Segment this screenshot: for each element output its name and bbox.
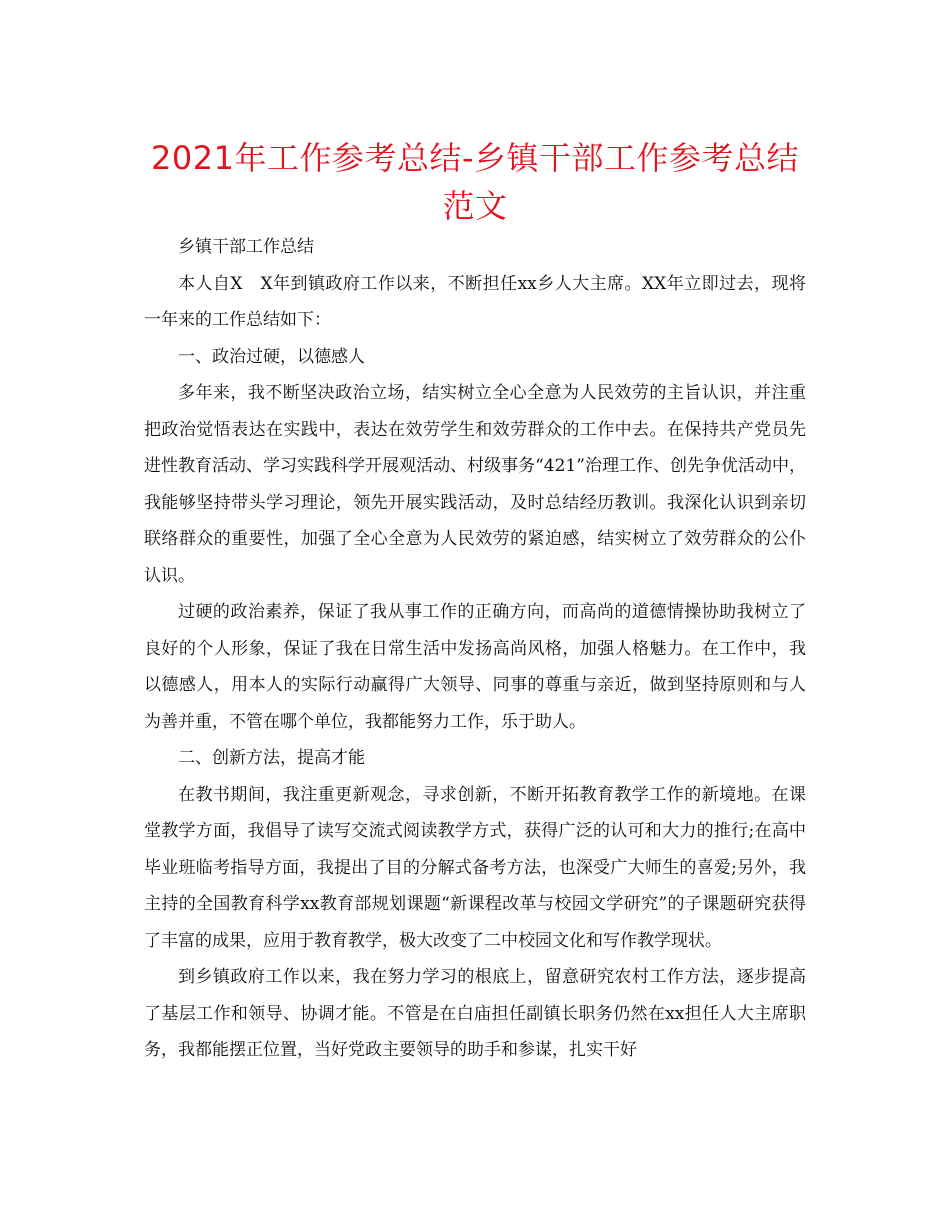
paragraph: 到乡镇政府工作以来，我在努力学习的根底上，留意研究农村工作方法，逐步提高了基层工作和领导、协调才能。不管是在白庙担任副镇长职务仍然在xx担任人大主席职务，我都能摆正位置，当好党政主要领导的助手和参谋，扎实干好 [144,967,806,1060]
document-body [144,229,806,1069]
document-title: 2021年工作参考总结-乡镇干部工作参考总结范文 [151,139,799,225]
section-heading-2: 二、创新方法，提高才能 [178,748,365,768]
paragraph: 多年来，我不断坚决政治立场，结实树立全心全意为人民效劳的主旨认识，并注重把政治觉悟表达在实践中，表达在效劳学生和效劳群众的工作中去。在保持共产党员先进性教育活动、学习实践科学开展观活动、村级事务“421”治理工作、创先争优活动中，我能够坚持带头学习理论，领先开展实践活动，及时总结经历教训。我深化认识到亲切联络群众的重要性，加强了全心全意为人民效劳的紧迫感，结实树立了效劳群众的公仆认识。 [144,383,806,586]
paragraph: 在教书期间，我注重更新观念，寻求创新，不断开拓教育教学工作的新境地。在课堂教学方面，我倡导了读写交流式阅读教学方式，获得广泛的认可和大力的推行;在高中毕业班临考指导方面，我提出了目的分解式备考方法，也深受广大师生的喜爱;另外，我主持的全国教育科学xx教育部规划课题“新课程改革与校园文学研究”的子课题研究获得了丰富的成果，应用于教育教学，极大改变了二中校园文化和写作教学现状。 [144,784,806,951]
paragraph: 过硬的政治素养，保证了我从事工作的正确方向，而高尚的道德情操协助我树立了良好的个人形象，保证了我在日常生活中发扬高尚风格，加强人格魅力。在工作中，我以德感人，用本人的实际行动赢得广大领导、同事的尊重与亲近，做到坚持原则和与人为善并重，不管在哪个单位，我都能努力工作，乐于助人。 [144,602,806,732]
paragraph-heading: 乡镇干部工作总结 [178,237,314,257]
paragraph-intro: 本人自X X年到镇政府工作以来，不断担任xx乡人大主席。XX年立即过去，现将一年来的工作总结如下： [144,273,806,330]
section-heading-1: 一、政治过硬，以德感人 [178,346,365,367]
